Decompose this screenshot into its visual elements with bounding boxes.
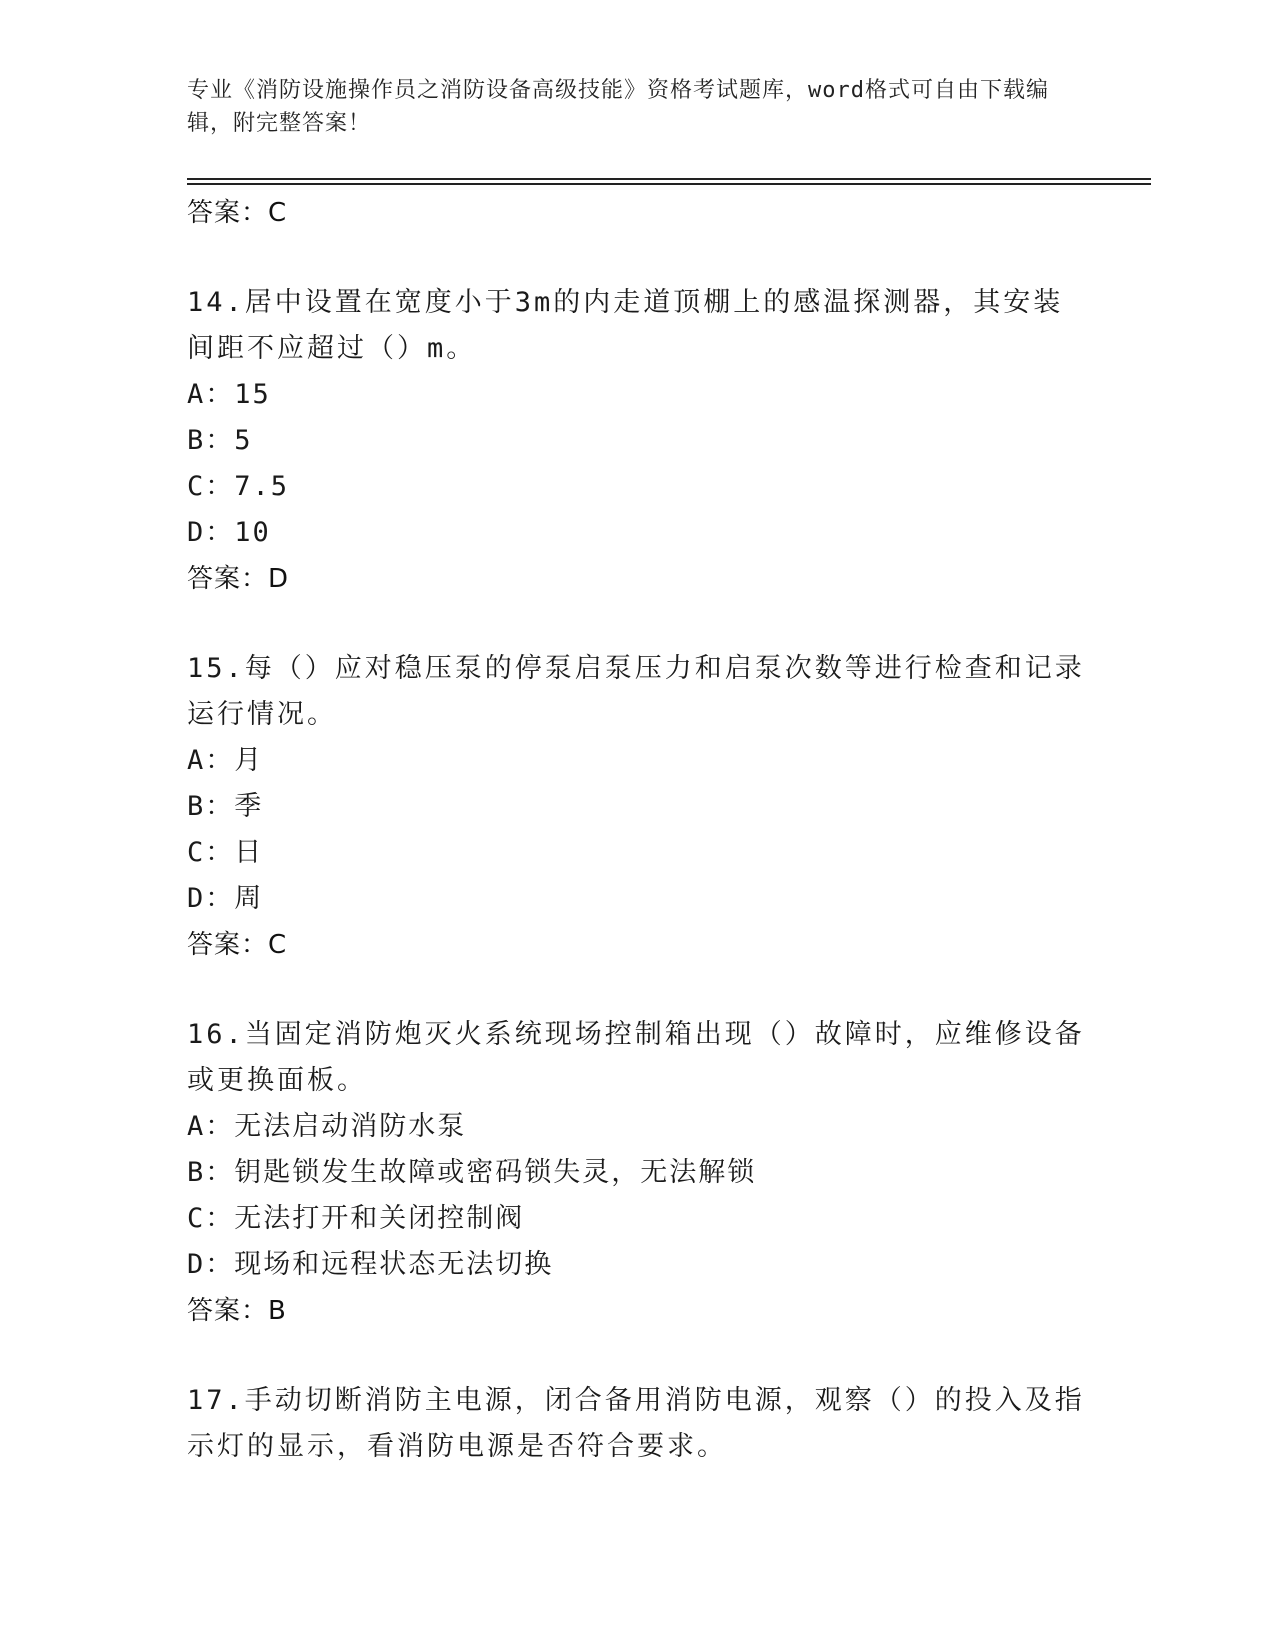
option-key: A： — [187, 1111, 235, 1142]
option-text: 周 — [234, 883, 264, 914]
question-item — [187, 280, 1087, 602]
question-item — [187, 1378, 1087, 1470]
option-b — [187, 784, 1087, 830]
question-item — [187, 1012, 1087, 1334]
answer-line — [187, 922, 1087, 968]
answer-line — [187, 556, 1087, 602]
option-a — [187, 1104, 1087, 1150]
option-text: 月 — [234, 745, 264, 776]
option-key: D： — [187, 517, 235, 548]
option-text: 10 — [234, 517, 271, 548]
option-text: 无法启动消防水泵 — [234, 1111, 467, 1142]
option-b — [187, 1150, 1087, 1196]
option-c — [187, 830, 1087, 876]
option-d — [187, 510, 1087, 556]
question-list — [187, 190, 1087, 1470]
option-text: 现场和远程状态无法切换 — [234, 1249, 554, 1280]
option-d — [187, 1242, 1087, 1288]
option-text: 7.5 — [234, 471, 290, 502]
answer-value: B — [268, 1296, 287, 1326]
option-text: 无法打开和关闭控制阀 — [234, 1203, 525, 1234]
option-b — [187, 418, 1087, 464]
question-stem: 16.当固定消防炮灭火系统现场控制箱出现（）故障时，应维修设备或更换面板。 — [187, 1019, 1085, 1096]
header-divider-bottom — [187, 183, 1151, 185]
option-d — [187, 876, 1087, 922]
option-text: 5 — [234, 425, 253, 456]
option-text: 日 — [234, 837, 264, 868]
option-a — [187, 738, 1087, 784]
spacer — [187, 968, 1087, 1012]
spacer — [187, 236, 1087, 280]
option-key: B： — [187, 1157, 235, 1188]
option-text: 钥匙锁发生故障或密码锁失灵，无法解锁 — [234, 1157, 757, 1188]
question-stem: 15.每（）应对稳压泵的停泵启泵压力和启泵次数等进行检查和记录运行情况。 — [187, 653, 1085, 730]
option-key: A： — [187, 745, 235, 776]
option-key: A： — [187, 379, 235, 410]
answer-label: 答案： — [187, 1296, 269, 1326]
spacer — [187, 1334, 1087, 1378]
option-key: C： — [187, 837, 235, 868]
question-stem: 17.手动切断消防主电源，闭合备用消防电源，观察（）的投入及指示灯的显示，看消防电源是否符合要求。 — [187, 1385, 1085, 1462]
answer-value: C — [268, 198, 288, 228]
answer-value: C — [268, 930, 288, 960]
option-key: C： — [187, 471, 235, 502]
answer-value: D — [268, 564, 290, 594]
question-stem: 14.居中设置在宽度小于3m的内走道顶棚上的感温探测器，其安装间距不应超过（）m。 — [187, 287, 1064, 364]
option-key: B： — [187, 425, 235, 456]
answer-line — [187, 1288, 1087, 1334]
option-key: B： — [187, 791, 235, 822]
option-c — [187, 1196, 1087, 1242]
option-c — [187, 464, 1087, 510]
answer-label: 答案： — [187, 930, 269, 960]
option-key: D： — [187, 883, 235, 914]
answer-label: 答案： — [187, 564, 269, 594]
option-key: D： — [187, 1249, 235, 1280]
option-text: 季 — [234, 791, 264, 822]
answer-label: 答案： — [187, 198, 269, 228]
header-note: 专业《消防设施操作员之消防设备高级技能》资格考试题库，word格式可自由下载编辑，附完整答案！ — [187, 78, 1049, 136]
option-key: C： — [187, 1203, 235, 1234]
spacer — [187, 602, 1087, 646]
question-item — [187, 646, 1087, 968]
answer-line — [187, 190, 1087, 236]
option-a — [187, 372, 1087, 418]
header-divider-top — [187, 178, 1151, 180]
option-text: 15 — [234, 379, 271, 410]
